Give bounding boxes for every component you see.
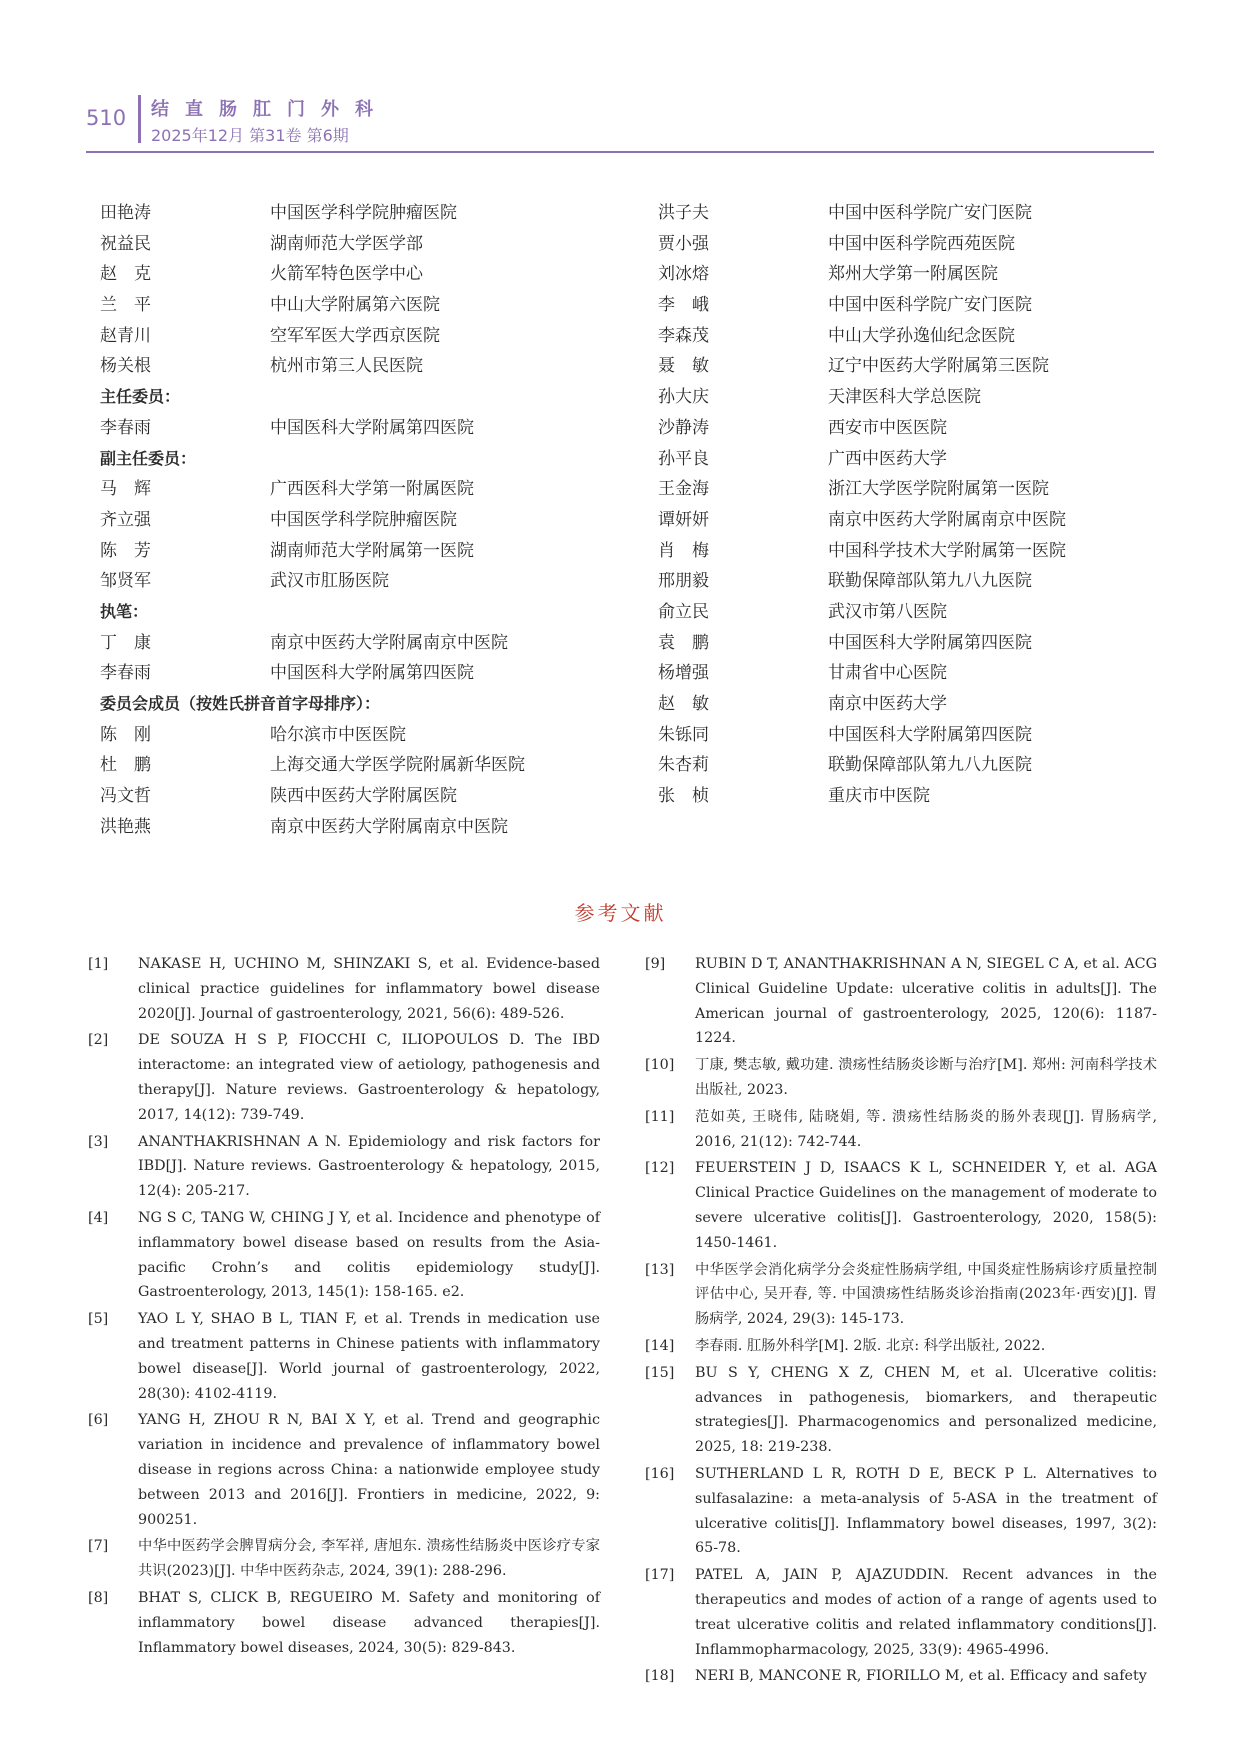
member-affiliation: 中国医科大学附属第四医院 [828,724,1032,745]
member-name: 兰 平 [100,295,151,316]
committee-member-row [658,413,1158,444]
member-name: 肖 梅 [658,540,709,561]
committee-member-row [100,290,620,321]
member-name: 刘冰熔 [658,264,709,285]
member-affiliation: 南京中医药大学附属南京中医院 [270,632,508,653]
member-affiliation: 中国中医科学院广安门医院 [828,203,1032,223]
reference-text: YANG H, ZHOU R N, BAI X Y, et al. Trend and geographic variation in incidence and prevalence of inflammatory bowel disease in regions across China: a nationwide employee study between 2013 and 2016[J]. Frontiers in medicine, 2022, 9: 900251. [138,1412,600,1528]
committee-member-row [658,290,1158,321]
member-name: 李春雨 [100,663,151,684]
committee-member-row [100,259,620,290]
committee-member-row [100,628,620,659]
committee-member-row [100,351,620,382]
reference-text: PATEL A, JAIN P, AJAZUDDIN. Recent advances in the therapeutics and modes of action of a range of agents used to treat ulcerative colitis and related inflammatory conditions[J]. Inflammopharmacology, 2025, 33(9): 4965-4996. [695,1567,1157,1658]
member-name: 洪子夫 [658,203,709,223]
member-name: 聂 敏 [658,356,709,377]
reference-number: [6] [88,1412,109,1429]
reference-entry [88,1586,600,1660]
member-name: 陈 芳 [100,540,151,561]
member-affiliation: 杭州市第三人民医院 [270,356,423,377]
member-name: 杨关根 [100,356,151,377]
reference-number: [12] [645,1160,675,1177]
committee-member-row [658,781,1158,812]
member-affiliation: 辽宁中医药大学附属第三医院 [828,356,1049,377]
member-name: 李森茂 [658,325,709,346]
committee-member-row [658,229,1158,260]
header-divider [138,95,141,143]
member-affiliation: 湖南师范大学附属第一医院 [270,540,474,561]
member-name: 孙平良 [658,448,709,469]
reference-entry [88,1206,600,1305]
member-name: 赵青川 [100,325,151,346]
member-affiliation: 广西医科大学第一附属医院 [270,479,474,500]
reference-number: [7] [88,1538,109,1555]
member-name: 贾小强 [658,233,709,254]
committee-member-row [100,474,620,505]
committee-member-row [658,536,1158,567]
member-name: 洪艳燕 [100,816,151,837]
reference-entry [88,1408,600,1532]
member-name: 赵 克 [100,264,151,285]
committee-member-row [658,198,1158,229]
member-affiliation: 中国医科大学附属第四医院 [828,632,1032,653]
member-name: 陈 刚 [100,724,151,745]
reference-entry [645,1105,1157,1155]
reference-text: NAKASE H, UCHINO M, SHINZAKI S, et al. Evidence-based clinical practice guidelines for inflammatory bowel disease 2020[J]. Journal of gastroenterology, 2021, 56(6): 489-526. [138,956,600,1022]
references-heading: 参考文献 [574,901,667,925]
committee-member-row [100,781,620,812]
member-affiliation: 中山大学孙逸仙纪念医院 [828,325,1015,346]
reference-entry [645,952,1157,1051]
reference-entry [88,1130,600,1204]
page-number: 510 [86,106,127,130]
member-name: 邹贤军 [100,571,151,592]
committee-member-row [100,750,620,781]
reference-number: [16] [645,1465,675,1482]
reference-text: SUTHERLAND L R, ROTH D E, BECK P L. Alternatives to sulfasalazine: a meta-analysis of 5-ASA in the treatment of ulcerative colitis[J]. Inflammatory bowel diseases, 1997, 3(2): 65-78. [695,1465,1157,1557]
member-affiliation: 陕西中医药大学附属医院 [270,786,457,807]
references-left-column [88,952,600,1662]
reference-number: [10] [645,1057,675,1074]
committee-member-row [100,536,620,567]
member-affiliation: 天津医科大学总医院 [828,387,981,408]
committee-member-row [658,444,1158,475]
committee-member-row [658,505,1158,536]
committee-member-row [100,198,620,229]
member-name: 邢朋毅 [658,571,709,592]
member-name: 杜 鹏 [100,755,151,776]
journal-title: 结直肠肛门外科 [151,99,389,120]
committee-left-column [100,198,620,842]
member-name: 王金海 [658,479,709,500]
reference-text: NG S C, TANG W, CHING J Y, et al. Incidence and phenotype of inflammatory bowel disease based on results from the Asia-pacific Crohn’s and colitis epidemiology study[J]. Gastroenterology, 2013, 145(1): 158-165. e2. [138,1209,600,1301]
reference-entry [88,952,600,1026]
committee-section-heading: 执笔： [100,601,149,621]
reference-text: DE SOUZA H S P, FIOCCHI C, ILIOPOULOS D. The IBD interactome: an integrated view of aetiology, pathogenesis and therapy[J]. Nature reviews. Gastroenterology & hepatology, 2017, 14(12): 739-749. [138,1032,600,1123]
reference-entry [88,1534,600,1584]
reference-number: [1] [88,956,109,972]
reference-number: [15] [645,1364,675,1381]
reference-text: YAO L Y, SHAO B L, TIAN F, et al. Trends in medication use and treatment patterns in Chinese patients with inflammatory bowel disease[J]. World journal of gastroenterology, 2022, 28(30): 4102-4119. [138,1311,600,1402]
reference-entry [645,1563,1157,1662]
member-affiliation: 西安市中医医院 [828,417,947,438]
committee-member-row [658,321,1158,352]
member-affiliation: 上海交通大学医学院附属新华医院 [270,755,525,776]
committee-member-row [658,259,1158,290]
committee-section-heading: 委员会成员（按姓氏拼音首字母排序）： [100,694,381,713]
reference-text: FEUERSTEIN J D, ISAACS K L, SCHNEIDER Y, et al. AGA Clinical Practice Guidelines on the management of moderate to severe ulcerative colitis[J]. Gastroenterology, 2020, 158(5): 1450-1461. [695,1160,1157,1251]
member-name: 赵 敏 [658,694,709,714]
reference-text: 丁康, 樊志敏, 戴功建. 溃疡性结肠炎诊断与治疗[M]. 郑州: 河南科学技术出版社, 2023. [695,1057,1157,1098]
member-name: 俞立民 [658,601,709,622]
reference-entry [645,1664,1157,1689]
member-affiliation: 中国中医科学院广安门医院 [828,295,1032,316]
committee-member-row [658,566,1158,597]
committee-member-row [100,321,620,352]
reference-text: RUBIN D T, ANANTHAKRISHNAN A N, SIEGEL C A, et al. ACG Clinical Guideline Update: ulcerative colitis in adults[J]. The American journal of gastroenterology, 2025, 120(6): 1187-1224. [695,956,1157,1047]
member-affiliation: 哈尔滨市中医医院 [270,724,406,745]
member-affiliation: 空军军医大学西京医院 [270,325,440,346]
committee-member-row [658,628,1158,659]
reference-text: 中华中医药学会脾胃病分会, 李军祥, 唐旭东. 溃疡性结肠炎中医诊疗专家共识(2023)[J]. 中华中医药杂志, 2024, 39(1): 288-296. [138,1538,600,1580]
member-affiliation: 郑州大学第一附属医院 [828,264,998,285]
reference-entry [645,1462,1157,1561]
committee-member-row [100,505,620,536]
committee-member-row [658,720,1158,751]
reference-entry [645,1334,1157,1359]
member-affiliation: 中国中医科学院西苑医院 [828,233,1015,254]
reference-entry [88,1307,600,1406]
member-affiliation: 南京中医药大学附属南京中医院 [270,816,508,837]
header-rule [86,151,1154,153]
member-name: 祝益民 [100,233,151,254]
reference-entry [645,1258,1157,1332]
member-affiliation: 南京中医药大学 [828,694,947,714]
committee-right-column [658,198,1158,812]
member-name: 袁 鹏 [658,632,709,653]
reference-text: 范如英, 王晓伟, 陆晓娟, 等. 溃疡性结肠炎的肠外表现[J]. 胃肠病学, 2016, 21(12): 742-744. [695,1108,1157,1150]
committee-section-heading: 副主任委员： [100,448,197,468]
committee-member-row [658,658,1158,689]
member-affiliation: 武汉市第八医院 [828,601,947,622]
member-name: 丁 康 [100,632,151,653]
member-name: 田艳涛 [100,203,151,223]
member-affiliation: 中国医科大学附属第四医院 [270,417,474,438]
committee-member-row [658,750,1158,781]
member-name: 马 辉 [100,479,151,500]
member-name: 谭妍妍 [658,509,709,530]
reference-number: [3] [88,1133,109,1150]
member-name: 李 峨 [658,295,709,316]
reference-number: [11] [645,1108,675,1125]
member-name: 沙静涛 [658,417,709,438]
member-affiliation: 中国医科大学附属第四医院 [270,663,474,684]
member-affiliation: 浙江大学医学院附属第一医院 [828,479,1049,500]
committee-member-row [658,351,1158,382]
committee-member-row [100,720,620,751]
committee-member-row [658,382,1158,413]
committee-member-row [100,566,620,597]
reference-number: [4] [88,1209,109,1226]
reference-text: BU S Y, CHENG X Z, CHEN M, et al. Ulcerative colitis: advances in pathogenesis, biomarkers, and therapeutic strategies[J]. Pharmacogenomics and personalized medicine, 2025, 18: 219-238. [695,1364,1157,1456]
member-name: 朱铄同 [658,724,709,745]
reference-number: [13] [645,1261,675,1278]
member-name: 孙大庆 [658,387,709,408]
member-affiliation: 重庆市中医院 [828,786,930,807]
reference-number: [2] [88,1032,109,1049]
committee-member-row [658,689,1158,720]
member-affiliation: 广西中医药大学 [828,448,947,469]
reference-text: BHAT S, CLICK B, REGUEIRO M. Safety and monitoring of inflammatory bowel disease advanced therapies[J]. Inflammatory bowel diseases, 2024, 30(5): 829-843. [138,1589,600,1656]
reference-number: [9] [645,956,666,972]
reference-number: [14] [645,1337,675,1354]
reference-entry [645,1053,1157,1103]
member-affiliation: 中山大学附属第六医院 [270,295,440,316]
references-right-column [645,952,1157,1691]
reference-number: [8] [88,1589,109,1606]
committee-member-row [100,413,620,444]
member-name: 杨增强 [658,663,709,684]
reference-text: 李春雨. 肛肠外科学[M]. 2版. 北京: 科学出版社, 2022. [695,1337,1046,1354]
committee-section-heading: 主任委员： [100,387,181,407]
member-name: 冯文哲 [100,786,151,807]
member-affiliation: 中国医学科学院肿瘤医院 [270,203,457,223]
member-affiliation: 湖南师范大学医学部 [270,233,423,254]
reference-text: NERI B, MANCONE R, FIORILLO M, et al. Efficacy and safety [695,1668,1147,1685]
member-affiliation: 武汉市肛肠医院 [270,571,389,592]
reference-number: [17] [645,1567,675,1584]
issue-info: 2025年12月 第31卷 第6期 [151,126,349,145]
committee-member-row [100,229,620,260]
member-affiliation: 联勤保障部队第九八九医院 [828,571,1032,592]
member-name: 齐立强 [100,509,151,530]
committee-member-row [100,658,620,689]
reference-text: ANANTHAKRISHNAN A N. Epidemiology and risk factors for IBD[J]. Nature reviews. Gastroenterology & hepatology, 2015, 12(4): 205-217. [138,1133,600,1200]
member-affiliation: 火箭军特色医学中心 [270,264,423,285]
committee-member-row [658,597,1158,628]
reference-entry [645,1156,1157,1255]
reference-entry [645,1361,1157,1460]
reference-number: [18] [645,1668,675,1685]
member-name: 朱杏莉 [658,755,709,776]
member-affiliation: 甘肃省中心医院 [828,663,947,684]
member-name: 李春雨 [100,417,151,438]
member-affiliation: 联勤保障部队第九八九医院 [828,755,1032,776]
committee-member-row [658,474,1158,505]
member-affiliation: 中国医学科学院肿瘤医院 [270,509,457,530]
reference-text: 中华医学会消化病学分会炎症性肠病学组, 中国炎症性肠病诊疗质量控制评估中心, 吴开春, 等. 中国溃疡性结肠炎诊治指南(2023年·西安)[J]. 胃肠病学, 2024, 29(3): 145-173. [695,1261,1157,1328]
member-affiliation: 南京中医药大学附属南京中医院 [828,509,1066,530]
member-name: 张 桢 [658,786,709,807]
member-affiliation: 中国科学技术大学附属第一医院 [828,540,1066,561]
reference-entry [88,1028,600,1127]
reference-number: [5] [88,1311,109,1328]
committee-member-row [100,812,620,843]
